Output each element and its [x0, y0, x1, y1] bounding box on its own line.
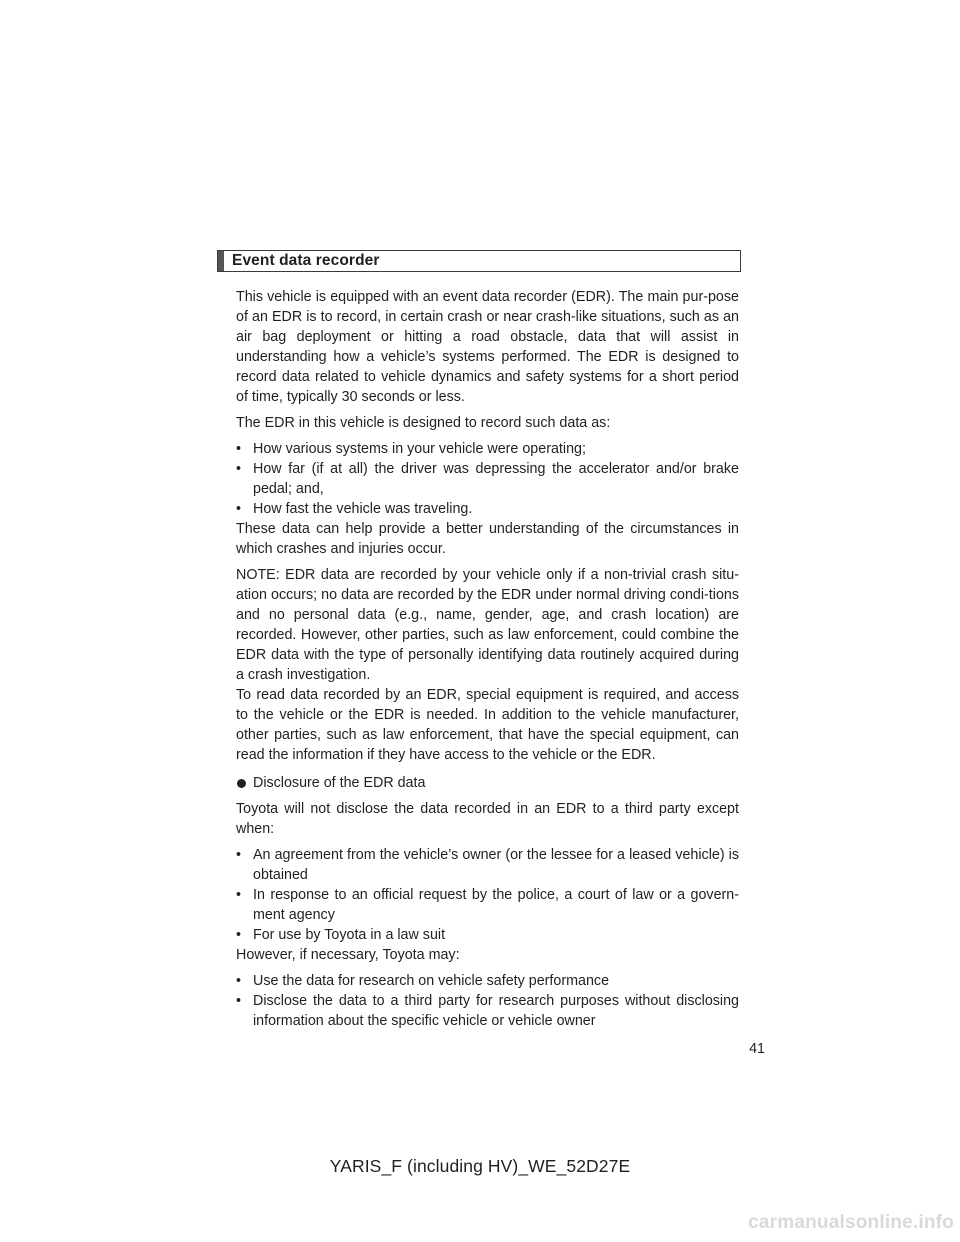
help-paragraph: These data can help provide a better understanding of the circumstances in which crashes and injuries occur.: [236, 521, 739, 557]
designed-paragraph: The EDR in this vehicle is designed to record such data as:: [236, 415, 611, 431]
list-item: • Disclose the data to a third party for research purposes without disclosing information about the specific vehicle or vehicle owner: [236, 991, 739, 1031]
list-item: • For use by Toyota in a law suit: [236, 925, 739, 945]
list-item: • How fast the vehicle was traveling.: [236, 499, 739, 519]
list-item: • How far (if at all) the driver was depressing the accelerator and/or brake pedal; and,: [236, 459, 739, 499]
bullet-dot-icon: [237, 779, 246, 788]
record-items-list: [236, 439, 739, 519]
subheading-label: Disclosure of the EDR data: [253, 775, 426, 791]
subheading: [236, 773, 739, 793]
page-number: 41: [749, 1041, 765, 1057]
section-title: Event data recorder: [232, 252, 380, 269]
read-paragraph: To read data recorded by an EDR, special equipment is required, and access to the vehicle or the EDR is needed. In addition to the vehicle manufacturer, other parties, such as law enforcement, that have the special equipment, can read the information if they have access to the vehicle or the EDR.: [236, 687, 739, 763]
toyota-paragraph: Toyota will not disclose the data recorded in an EDR to a third party except when:: [236, 801, 739, 837]
intro-paragraph: This vehicle is equipped with an event data recorder (EDR). The main pur-pose of an EDR is to record, in certain crash or near crash-like situations, such as an air bag deployment or hitting a road obstacle, data that will assist in understanding how a vehicle’s systems performed. The EDR is designed to record data related to vehicle dynamics and safety systems for a short period of time, typically 30 seconds or less.: [236, 289, 739, 405]
watermark: carmanualsonline.info: [748, 1212, 954, 1233]
note-paragraph: NOTE: EDR data are recorded by your vehicle only if a non-trivial crash situ-ation occurs; no data are recorded by the EDR under normal driving condi-tions and no personal data (e.g., name, gender, age, and crash location) are recorded. However, other parties, such as law enforcement, could combine the EDR data with the type of personally identifying data routinely acquired during a crash investigation.: [236, 567, 739, 683]
section-header: [217, 250, 741, 272]
toyota-may-list: [236, 971, 739, 1031]
list-item: • In response to an official request by the police, a court of law or a govern-ment agency: [236, 885, 739, 925]
list-item: • Use the data for research on vehicle safety performance: [236, 971, 739, 991]
however-paragraph: However, if necessary, Toyota may:: [236, 947, 460, 963]
footer-code: YARIS_F (including HV)_WE_52D27E: [329, 1156, 631, 1176]
disclose-when-list: [236, 845, 739, 945]
content: [236, 287, 739, 1031]
list-item: • How various systems in your vehicle were operating;: [236, 439, 739, 459]
list-item: • An agreement from the vehicle’s owner (or the lessee for a leased vehicle) is obtained: [236, 845, 739, 885]
